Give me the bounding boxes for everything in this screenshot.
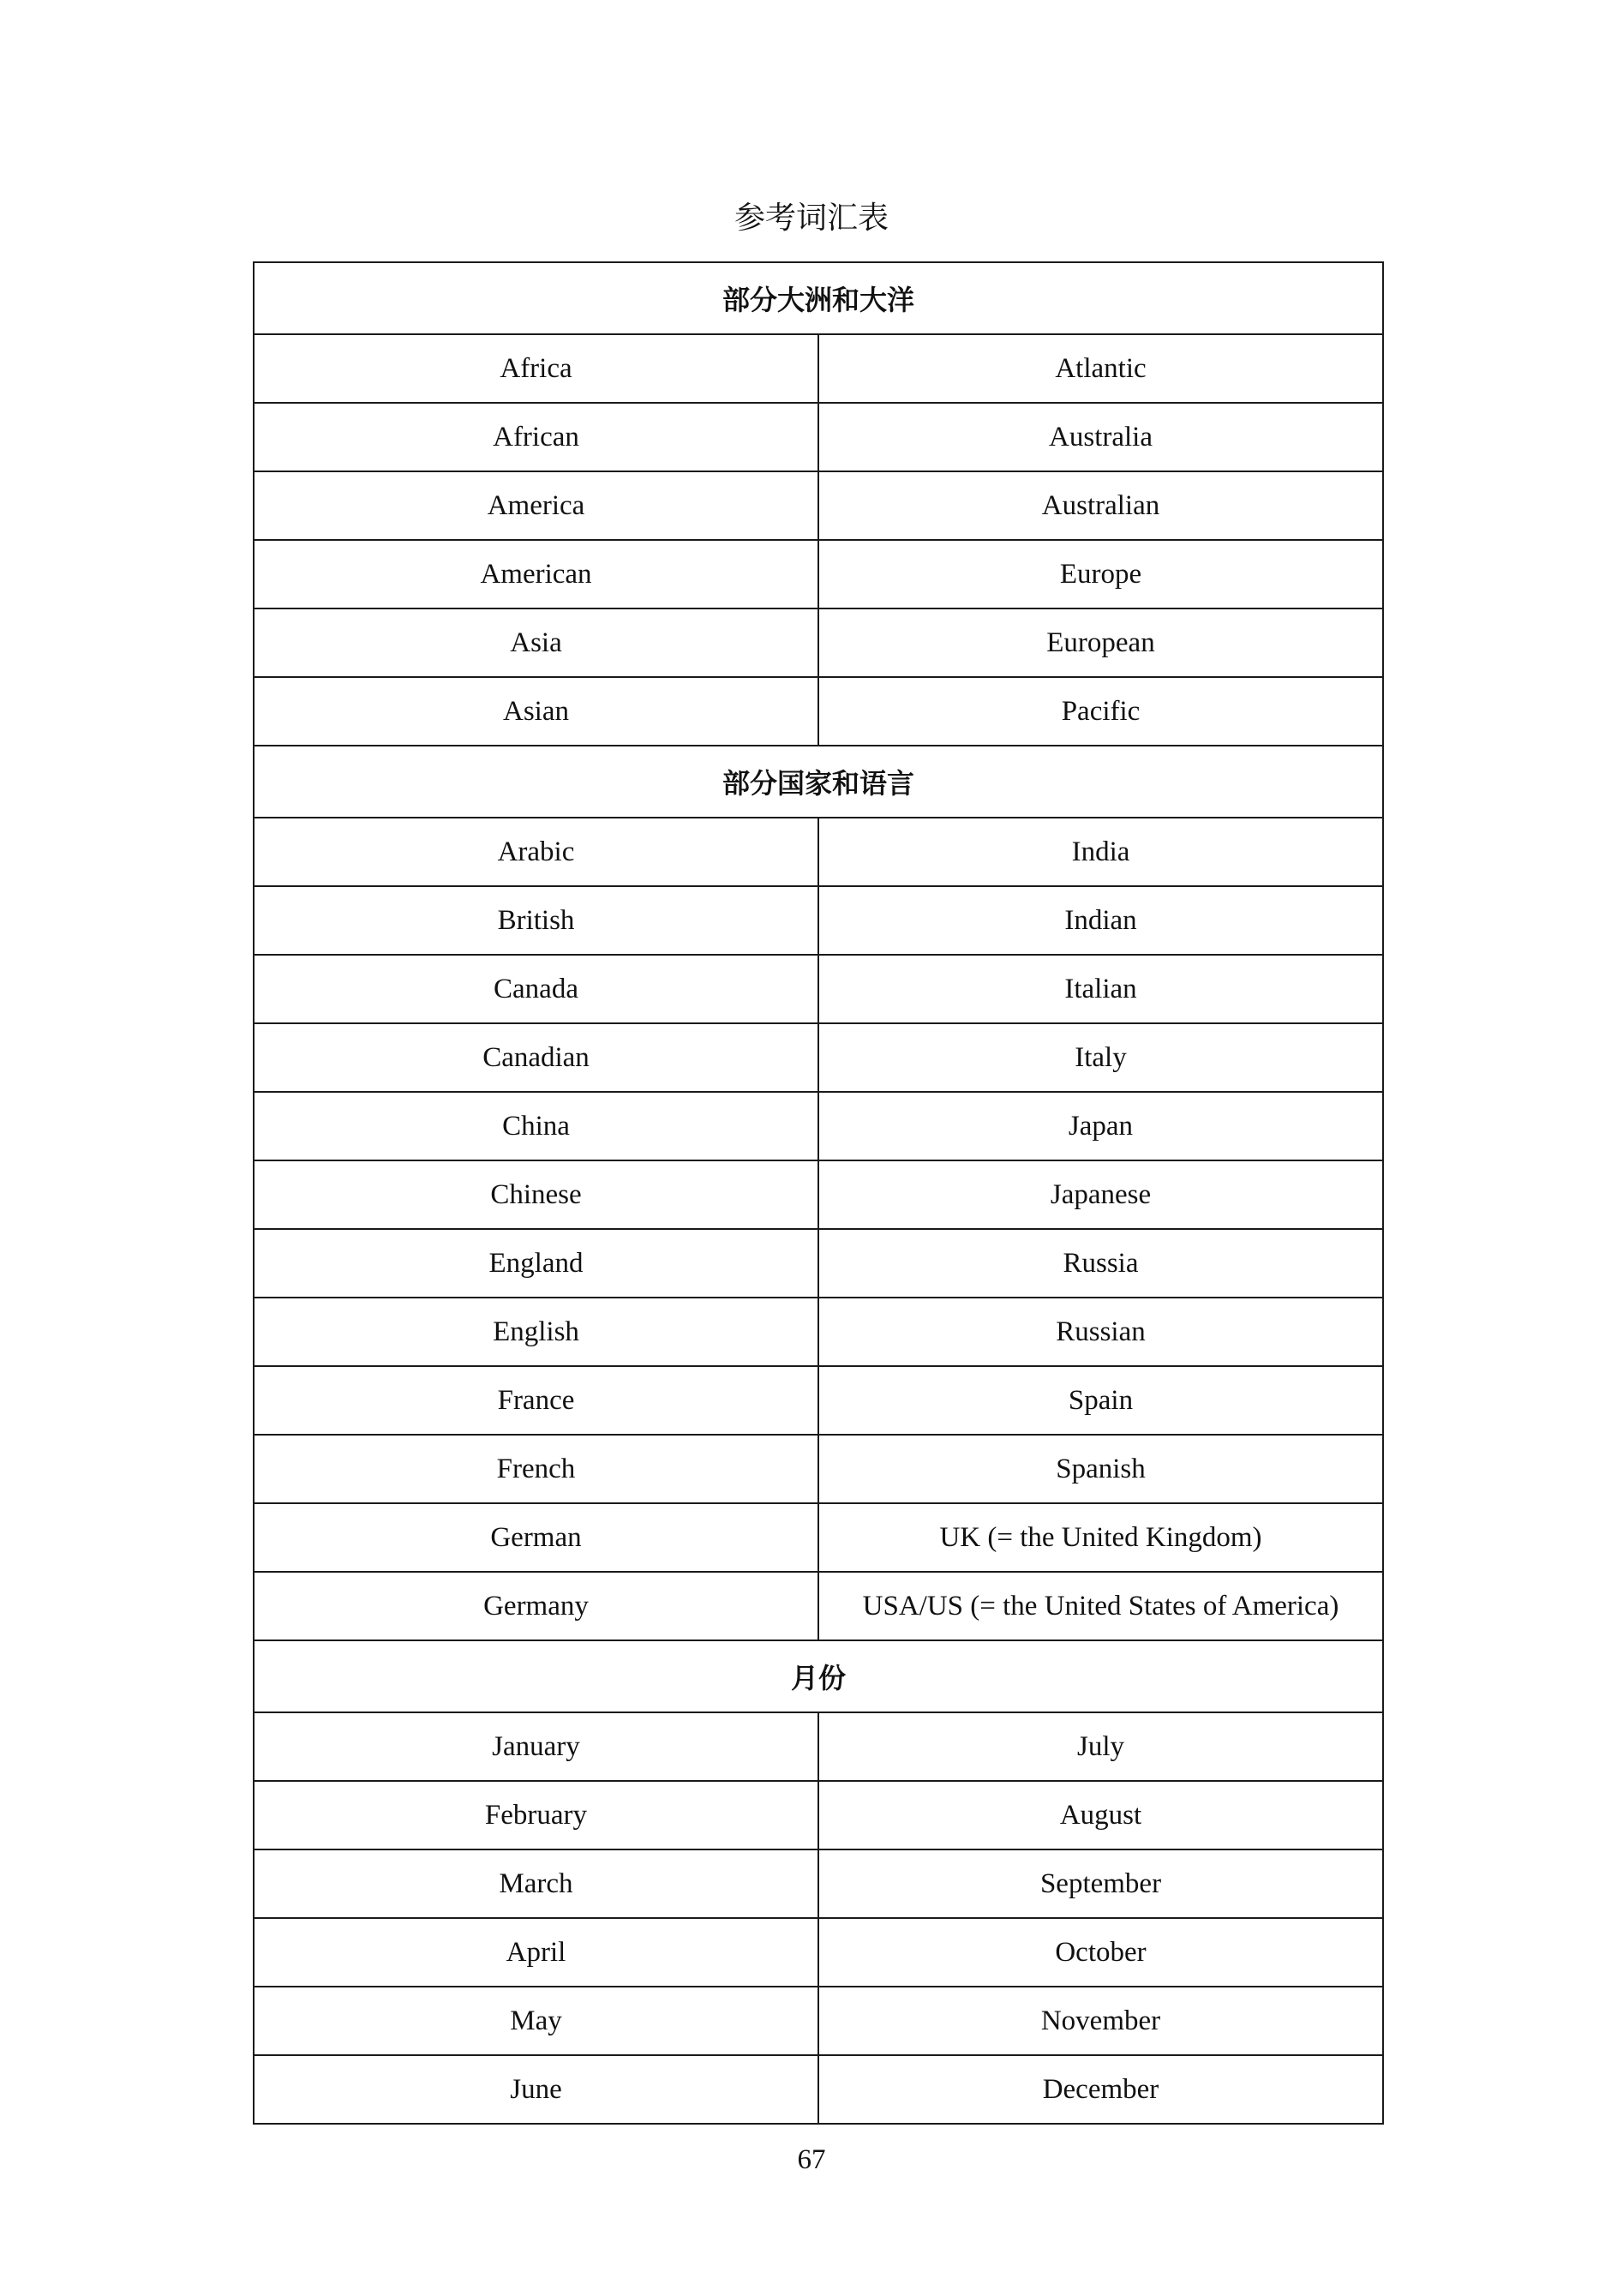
vocab-cell-right: India — [818, 818, 1383, 886]
vocab-cell-right: Spain — [818, 1366, 1383, 1435]
vocab-cell-left: January — [254, 1712, 818, 1781]
table-row — [254, 403, 1383, 471]
vocab-cell-right: Italian — [818, 955, 1383, 1023]
vocab-cell-left: Asia — [254, 608, 818, 677]
section-heading: 部分大洲和大洋 — [254, 262, 1383, 334]
vocab-cell-left: French — [254, 1435, 818, 1503]
vocab-cell-left: English — [254, 1298, 818, 1366]
vocab-cell-right: Spanish — [818, 1435, 1383, 1503]
table-row — [254, 1781, 1383, 1849]
table-row — [254, 1987, 1383, 2055]
table-row — [254, 1435, 1383, 1503]
vocab-cell-left: France — [254, 1366, 818, 1435]
table-row — [254, 334, 1383, 403]
vocab-cell-right: Russia — [818, 1229, 1383, 1298]
vocab-cell-right: Indian — [818, 886, 1383, 955]
vocab-cell-left: Asian — [254, 677, 818, 746]
vocab-cell-left: May — [254, 1987, 818, 2055]
table-row — [254, 886, 1383, 955]
page-number: 67 — [797, 2144, 826, 2175]
section-heading: 月份 — [254, 1640, 1383, 1712]
vocab-cell-left: China — [254, 1092, 818, 1160]
table-row — [254, 471, 1383, 540]
table-row — [254, 1160, 1383, 1229]
table-row — [254, 1712, 1383, 1781]
vocab-cell-left: Arabic — [254, 818, 818, 886]
vocab-cell-right: November — [818, 1987, 1383, 2055]
vocab-cell-right: Europe — [818, 540, 1383, 608]
table-row — [254, 955, 1383, 1023]
vocab-cell-right: July — [818, 1712, 1383, 1781]
vocab-cell-left: February — [254, 1781, 818, 1849]
vocab-cell-left: American — [254, 540, 818, 608]
section-heading: 部分国家和语言 — [254, 746, 1383, 818]
table-row — [254, 540, 1383, 608]
table-row — [254, 677, 1383, 746]
vocab-cell-right: Japanese — [818, 1160, 1383, 1229]
table-row — [254, 1229, 1383, 1298]
vocab-cell-left: England — [254, 1229, 818, 1298]
vocab-cell-right: September — [818, 1849, 1383, 1918]
vocab-cell-right: Japan — [818, 1092, 1383, 1160]
table-row — [254, 1918, 1383, 1987]
vocab-cell-right: Italy — [818, 1023, 1383, 1092]
vocab-cell-left: German — [254, 1503, 818, 1572]
table-row — [254, 608, 1383, 677]
vocabulary-table — [253, 261, 1384, 2125]
vocab-cell-right: December — [818, 2055, 1383, 2124]
vocab-cell-left: Canadian — [254, 1023, 818, 1092]
page-title: 参考词汇表 — [734, 201, 889, 236]
vocab-cell-right: August — [818, 1781, 1383, 1849]
table-row — [254, 1503, 1383, 1572]
table-row — [254, 818, 1383, 886]
vocabulary-table-body — [254, 262, 1383, 2124]
vocab-cell-left: Chinese — [254, 1160, 818, 1229]
section-header-row — [254, 1640, 1383, 1712]
vocab-cell-left: June — [254, 2055, 818, 2124]
vocab-cell-right: October — [818, 1918, 1383, 1987]
vocab-cell-left: Germany — [254, 1572, 818, 1640]
vocab-cell-right: Australian — [818, 471, 1383, 540]
vocab-cell-left: America — [254, 471, 818, 540]
table-row — [254, 1092, 1383, 1160]
table-row — [254, 1023, 1383, 1092]
vocab-cell-right: USA/US (= the United States of America) — [818, 1572, 1383, 1640]
vocab-cell-right: European — [818, 608, 1383, 677]
vocab-cell-left: Africa — [254, 334, 818, 403]
table-row — [254, 2055, 1383, 2124]
vocab-cell-left: British — [254, 886, 818, 955]
vocab-cell-left: Canada — [254, 955, 818, 1023]
vocab-cell-right: UK (= the United Kingdom) — [818, 1503, 1383, 1572]
table-row — [254, 1572, 1383, 1640]
vocab-cell-left: March — [254, 1849, 818, 1918]
vocab-cell-right: Russian — [818, 1298, 1383, 1366]
section-header-row — [254, 262, 1383, 334]
table-row — [254, 1849, 1383, 1918]
vocab-cell-right: Australia — [818, 403, 1383, 471]
section-header-row — [254, 746, 1383, 818]
table-row — [254, 1366, 1383, 1435]
vocab-cell-left: April — [254, 1918, 818, 1987]
vocab-cell-right: Pacific — [818, 677, 1383, 746]
table-row — [254, 1298, 1383, 1366]
vocab-cell-right: Atlantic — [818, 334, 1383, 403]
vocab-cell-left: African — [254, 403, 818, 471]
